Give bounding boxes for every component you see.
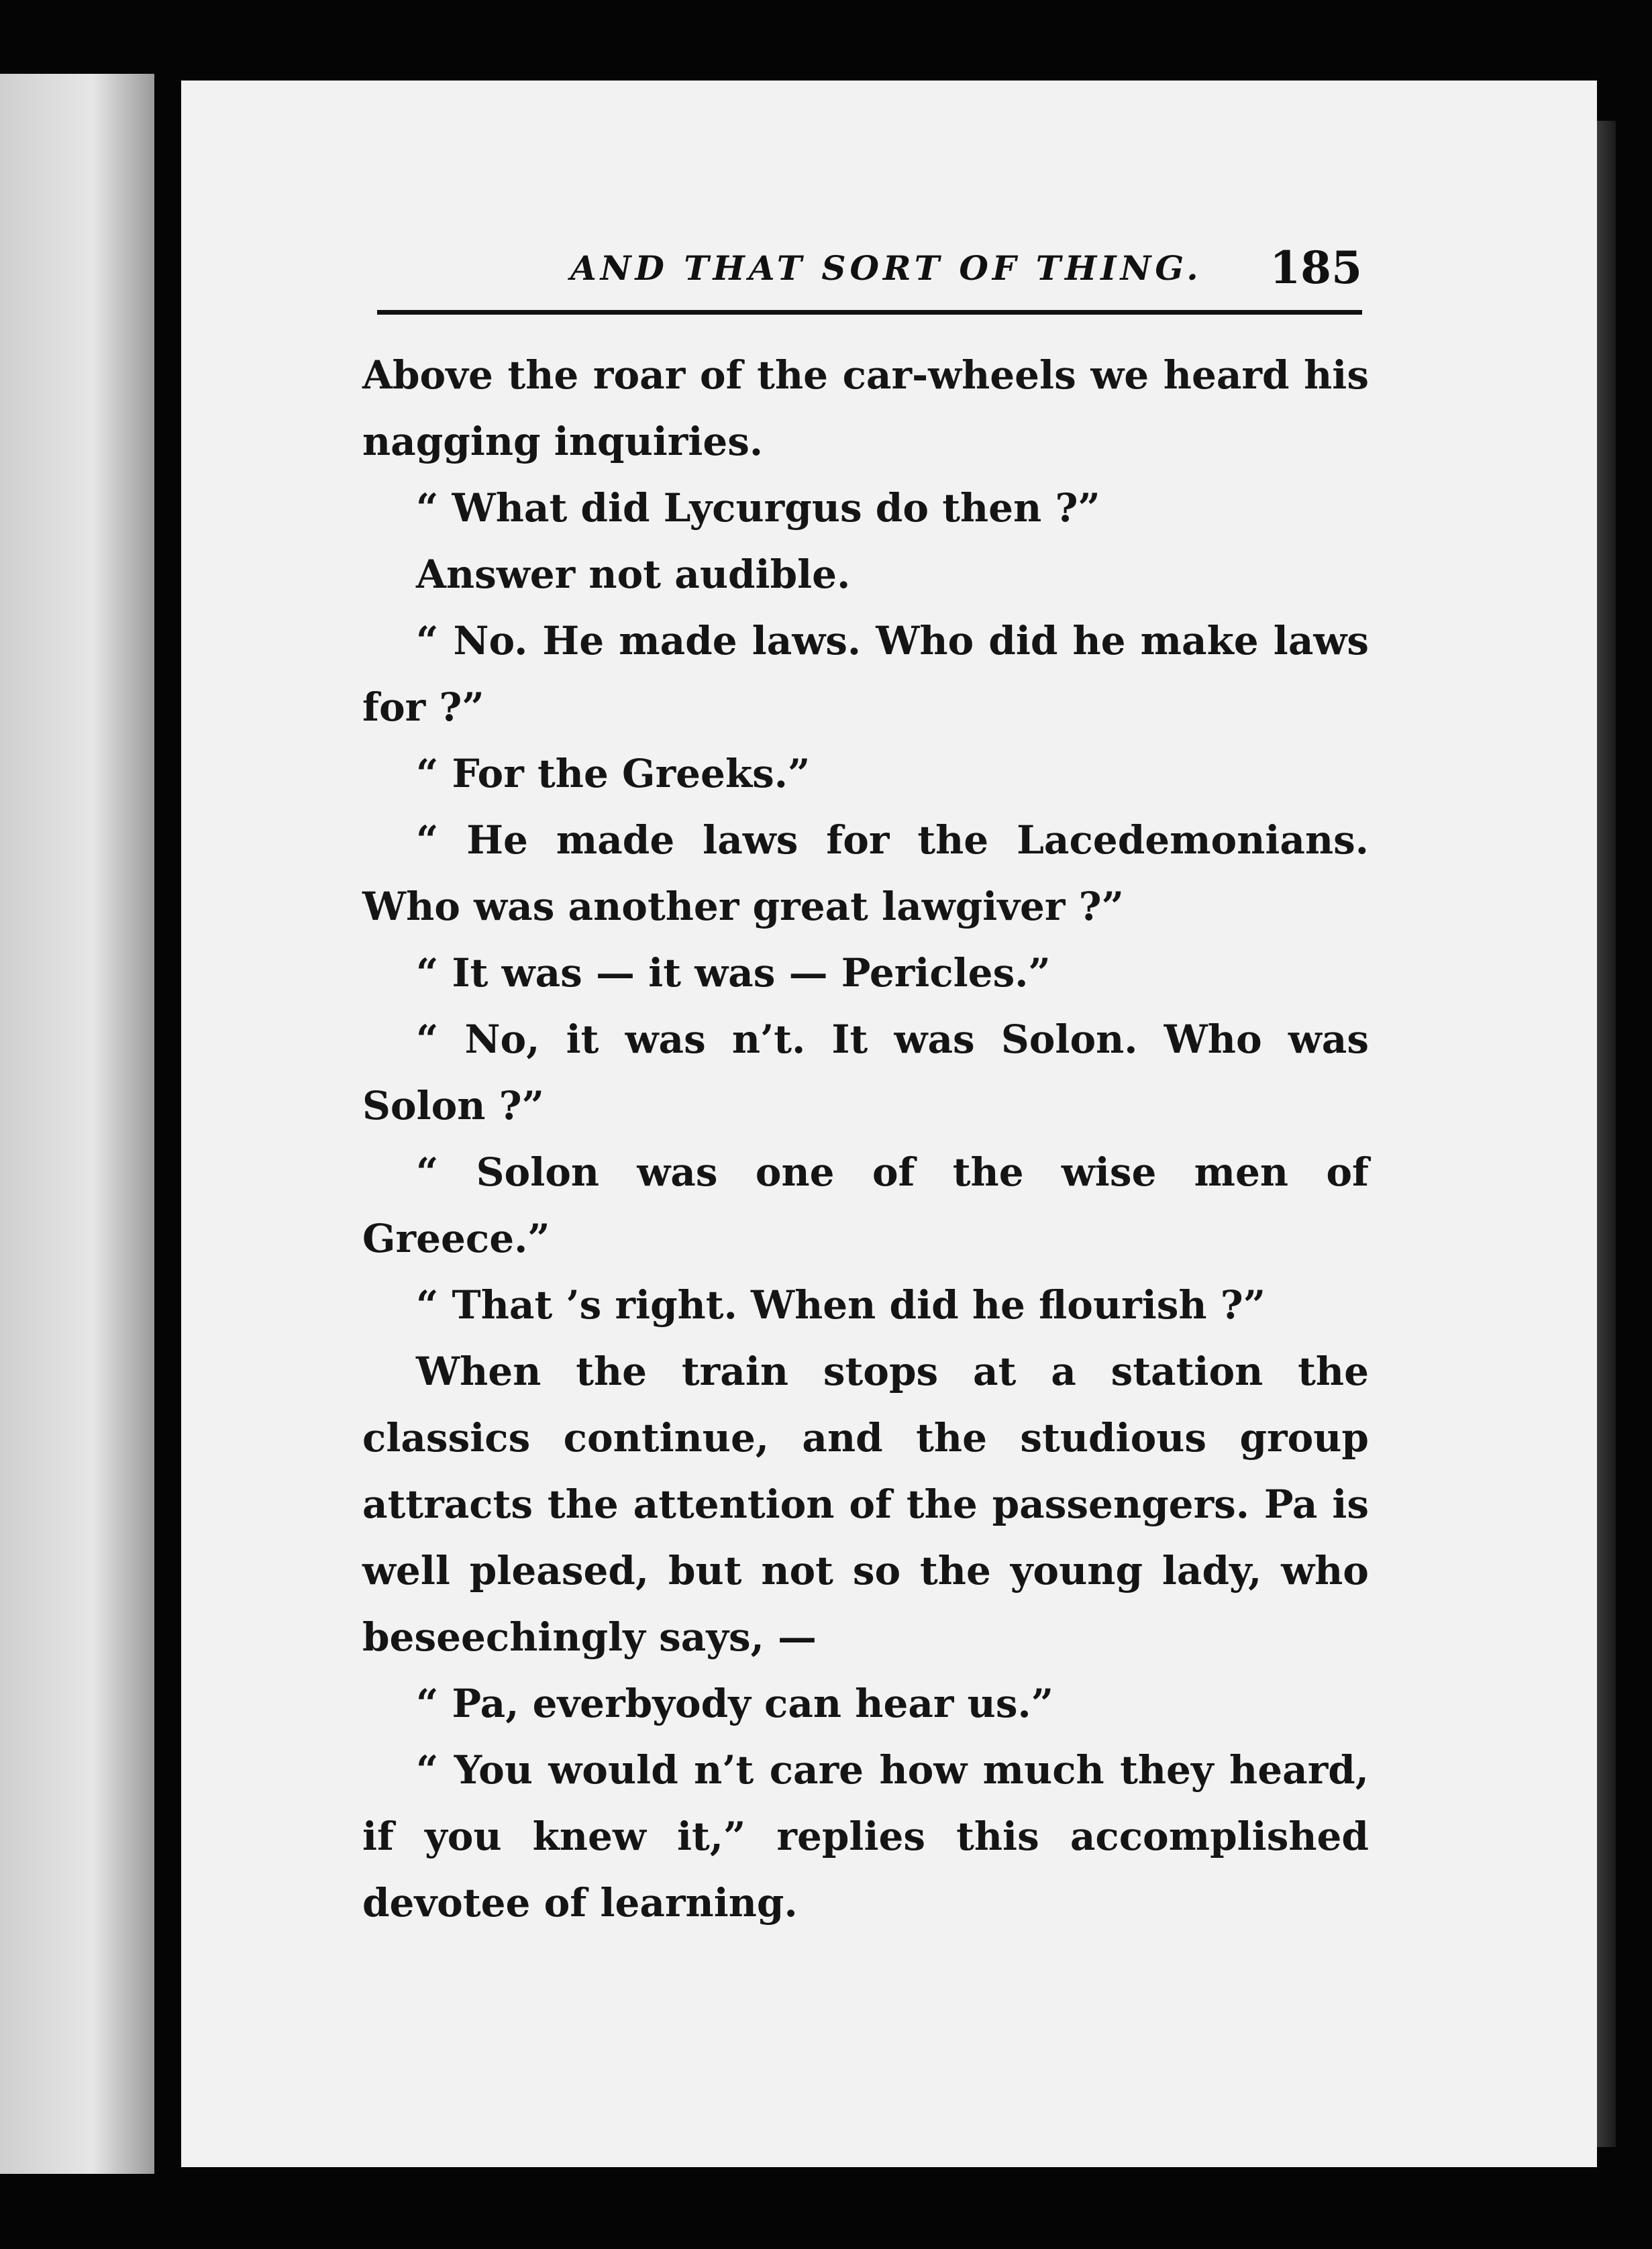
paragraph: Answer not audible. xyxy=(416,552,851,597)
paragraph: “ He made laws for the Lacedemonians. Who was another great lawgiver ?” xyxy=(362,817,1369,929)
left-facing-page xyxy=(0,74,154,2174)
paragraph: Above the roar of the car-wheels we heard his nagging inquiries. xyxy=(362,352,1369,464)
paragraph: “ What did Lycurgus do then ?” xyxy=(416,485,1100,531)
paragraph: “ You would n’t care how much they heard, if you knew it,” replies this accomplished devotee of learning. xyxy=(362,1747,1369,1926)
page-number: 185 xyxy=(1270,242,1362,294)
paragraph: “ No. He made laws. Who did he make laws for ?” xyxy=(362,618,1369,730)
paragraph: “ For the Greeks.” xyxy=(416,751,811,796)
paragraph: “ It was — it was — Pericles.” xyxy=(416,950,1051,996)
paragraph: “ Solon was one of the wise men of Greece.” xyxy=(362,1149,1369,1261)
running-title: AND THAT SORT OF THING. xyxy=(570,248,1202,288)
running-head xyxy=(376,242,1362,302)
paragraph: “ Pa, everbyody can hear us.” xyxy=(416,1681,1054,1726)
header-rule xyxy=(377,310,1362,315)
page-edge xyxy=(1597,121,1616,2147)
paragraph: When the train stops at a station the classics continue, and the studious group attracts the attention of the passengers. Pa is well pleased, but not so the young lady, who beseechingly says, — xyxy=(362,1349,1369,1660)
body-text xyxy=(362,342,1369,1936)
paragraph: “ That ’s right. When did he flourish ?” xyxy=(416,1282,1266,1328)
paragraph: “ No, it was n’t. It was Solon. Who was Solon ?” xyxy=(362,1016,1369,1129)
